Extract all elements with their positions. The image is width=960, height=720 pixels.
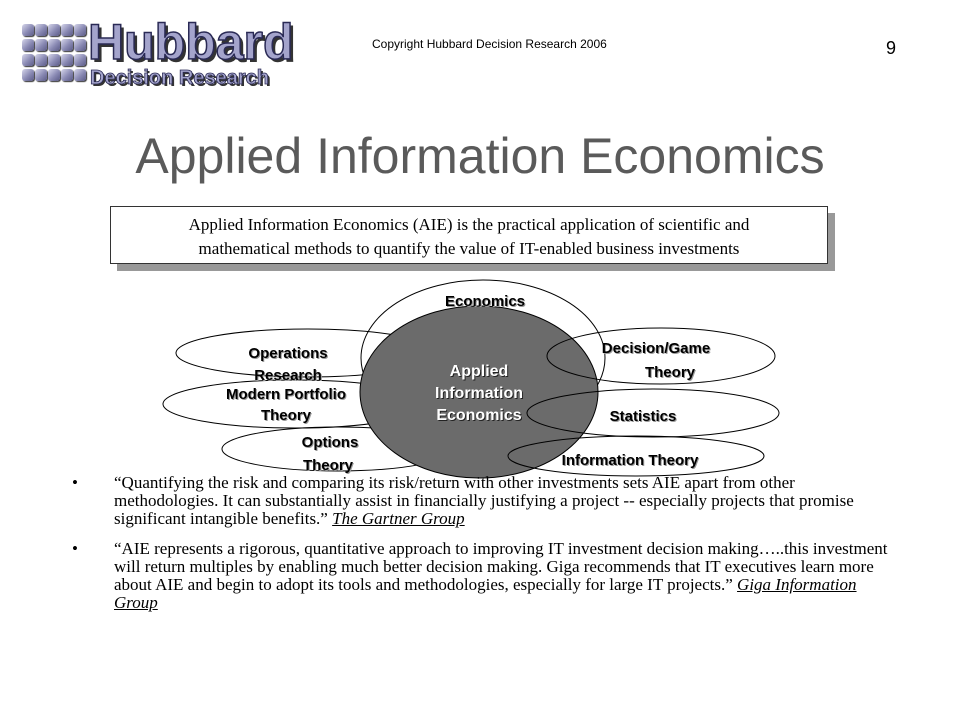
quote-text: “AIE represents a rigorous, quantitative approach to improving IT investment decision making…..this investment will return multiples by enabling much better decision making. Giga recommends that IT executives learn more about AIE and begin to adopt its tools and methodologies, especially for large IT projects.” [114,539,888,594]
label-operations-line2: Research [254,367,322,384]
bullet-marker: • [72,473,78,492]
label-decision-line1: Decision/Game [601,340,711,357]
quote-list [72,474,890,624]
label-statistics: Statistics [609,408,677,425]
quote-text: “Quantifying the risk and comparing its risk/return with other investments sets AIE apart from other methodologies. It can substantially assist in financially justifying a project -- especially projects that promise significant intangible benefits.” [114,473,854,528]
slide-number: 9 [886,38,897,58]
quote-item-gartner [72,474,890,528]
logo-wordmark: Hubbard [88,14,294,70]
label-information-theory: Information Theory [561,452,699,469]
label-options-line2: Theory [302,457,353,474]
definition-line-1: Applied Information Economics (AIE) is the practical application of scientific and [188,215,750,234]
quote-source: Giga Information Group [114,575,857,612]
label-decision-line2: Theory [644,364,695,381]
label-center-line3: Economics [436,407,522,424]
logo-subtitle: Decision Research [90,67,269,89]
definition-line-2: mathematical methods to quantify the value of IT-enabled business investments [198,239,740,258]
label-portfolio-line2: Theory [260,407,311,424]
label-economics: Economics [444,293,526,310]
slide-title: Applied Information Economics [135,128,825,184]
label-operations-line1: Operations [248,345,328,362]
bullet-marker: • [72,539,78,558]
label-portfolio-line1: Modern Portfolio [226,386,346,403]
label-center-line2: Information [435,385,523,402]
quote-source: The Gartner Group [332,509,465,528]
label-options-line1: Options [301,434,359,451]
copyright-notice: Copyright Hubbard Decision Research 2006 [372,37,607,51]
label-center-line1: Applied [449,363,509,380]
quote-item-giga [72,540,890,612]
